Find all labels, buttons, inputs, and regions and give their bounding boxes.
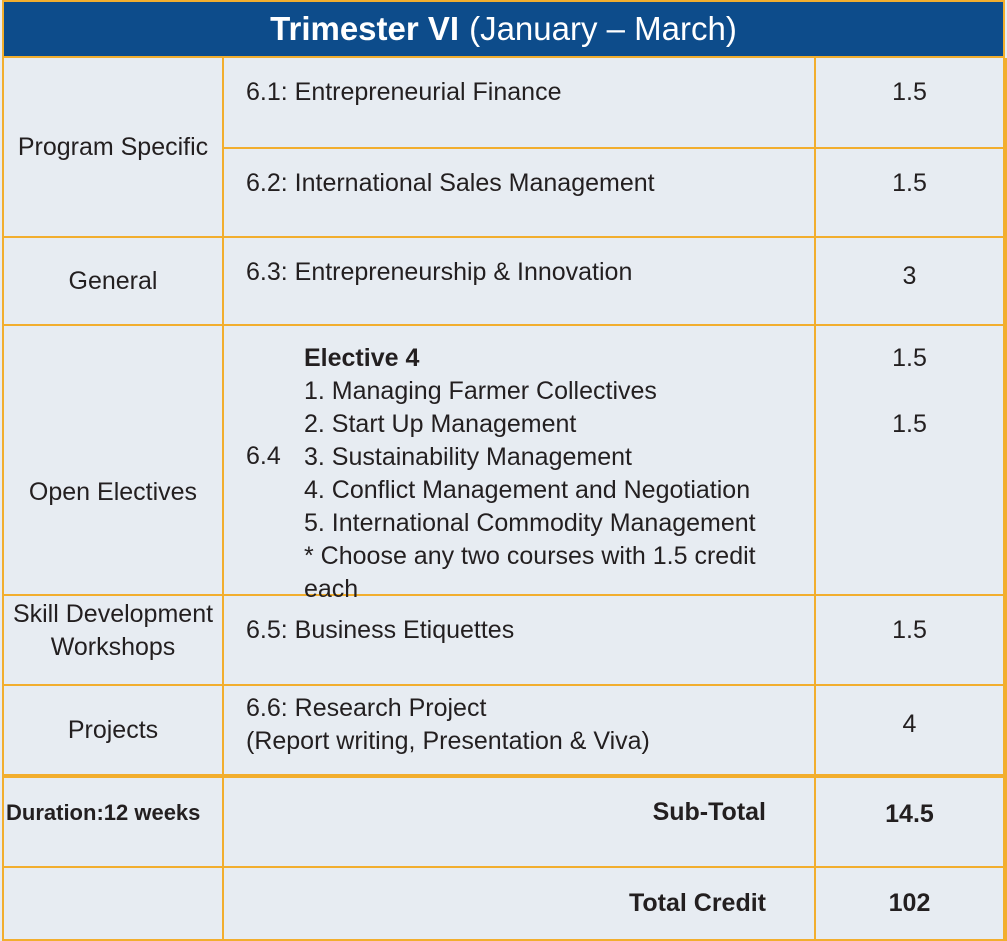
credit-cell (816, 149, 1005, 238)
list-item: 5. International Commodity Management (304, 509, 756, 537)
category-projects (4, 686, 224, 776)
credit-cell (816, 58, 1005, 149)
course-row (224, 149, 816, 238)
credit-value: 1.5 (892, 78, 927, 106)
empty-cell (4, 868, 224, 941)
duration-cell (4, 778, 224, 868)
course-name: 6.3: Entrepreneurship & Innovation (246, 258, 633, 286)
total-label: Total Credit (628, 889, 766, 917)
credit-value: 4 (902, 710, 917, 738)
category-label: Program Specific (17, 132, 209, 161)
elective-number: 6.4 (246, 442, 281, 470)
credit-value: 1.5 (892, 344, 927, 372)
elective-cell (224, 326, 816, 603)
table-title (2, 0, 1005, 58)
subtotal-label-cell (224, 778, 816, 868)
elective-list (304, 342, 814, 606)
elective-note: * Choose any two courses with 1.5 credit each (304, 542, 756, 603)
elective-heading: Elective 4 (304, 344, 420, 372)
category-label: Projects (67, 715, 159, 744)
course-row (224, 596, 816, 686)
list-item: 4. Conflict Management and Negotiation (304, 476, 751, 504)
category-label: Skill Development (12, 600, 214, 628)
course-row (224, 58, 816, 149)
credit-cell (816, 238, 1005, 326)
list-item: 2. Start Up Management (304, 410, 577, 438)
list-item: 3. Sustainability Management (304, 443, 632, 471)
course-name: 6.5: Business Etiquettes (246, 616, 515, 644)
course-row (224, 238, 816, 326)
list-item: 1. Managing Farmer Collectives (304, 377, 657, 405)
subtotal-label: Sub-Total (652, 798, 766, 826)
category-label: Open Electives (28, 477, 198, 506)
title-term: Trimester VI (270, 10, 460, 47)
credit-value: 1.5 (892, 169, 927, 197)
category-skill-development (4, 596, 224, 686)
credit-value: 1.5 (892, 410, 927, 438)
credit-value: 1.5 (892, 616, 927, 644)
course-detail: (Report writing, Presentation & Viva) (246, 727, 650, 755)
credit-cell (816, 596, 1005, 686)
subtotal-value: 14.5 (885, 800, 934, 828)
course-name: 6.1: Entrepreneurial Finance (246, 78, 562, 106)
credit-cell (816, 326, 1005, 596)
category-general (4, 238, 224, 326)
subtotal-value-cell (816, 778, 1005, 868)
total-label-cell (224, 868, 816, 941)
credit-value: 3 (902, 262, 917, 290)
title-months: (January – March) (469, 10, 737, 47)
category-open-electives (4, 326, 224, 596)
category-label: Workshops (50, 633, 176, 661)
total-value: 102 (888, 889, 931, 917)
category-program-specific (4, 58, 224, 238)
course-row (224, 686, 816, 776)
course-name: 6.2: International Sales Management (246, 169, 655, 197)
course-name: 6.6: Research Project (246, 694, 487, 722)
duration-label: Duration:12 weeks (6, 800, 201, 825)
credit-cell (816, 686, 1005, 776)
category-label: General (68, 266, 158, 295)
total-value-cell (816, 868, 1005, 941)
